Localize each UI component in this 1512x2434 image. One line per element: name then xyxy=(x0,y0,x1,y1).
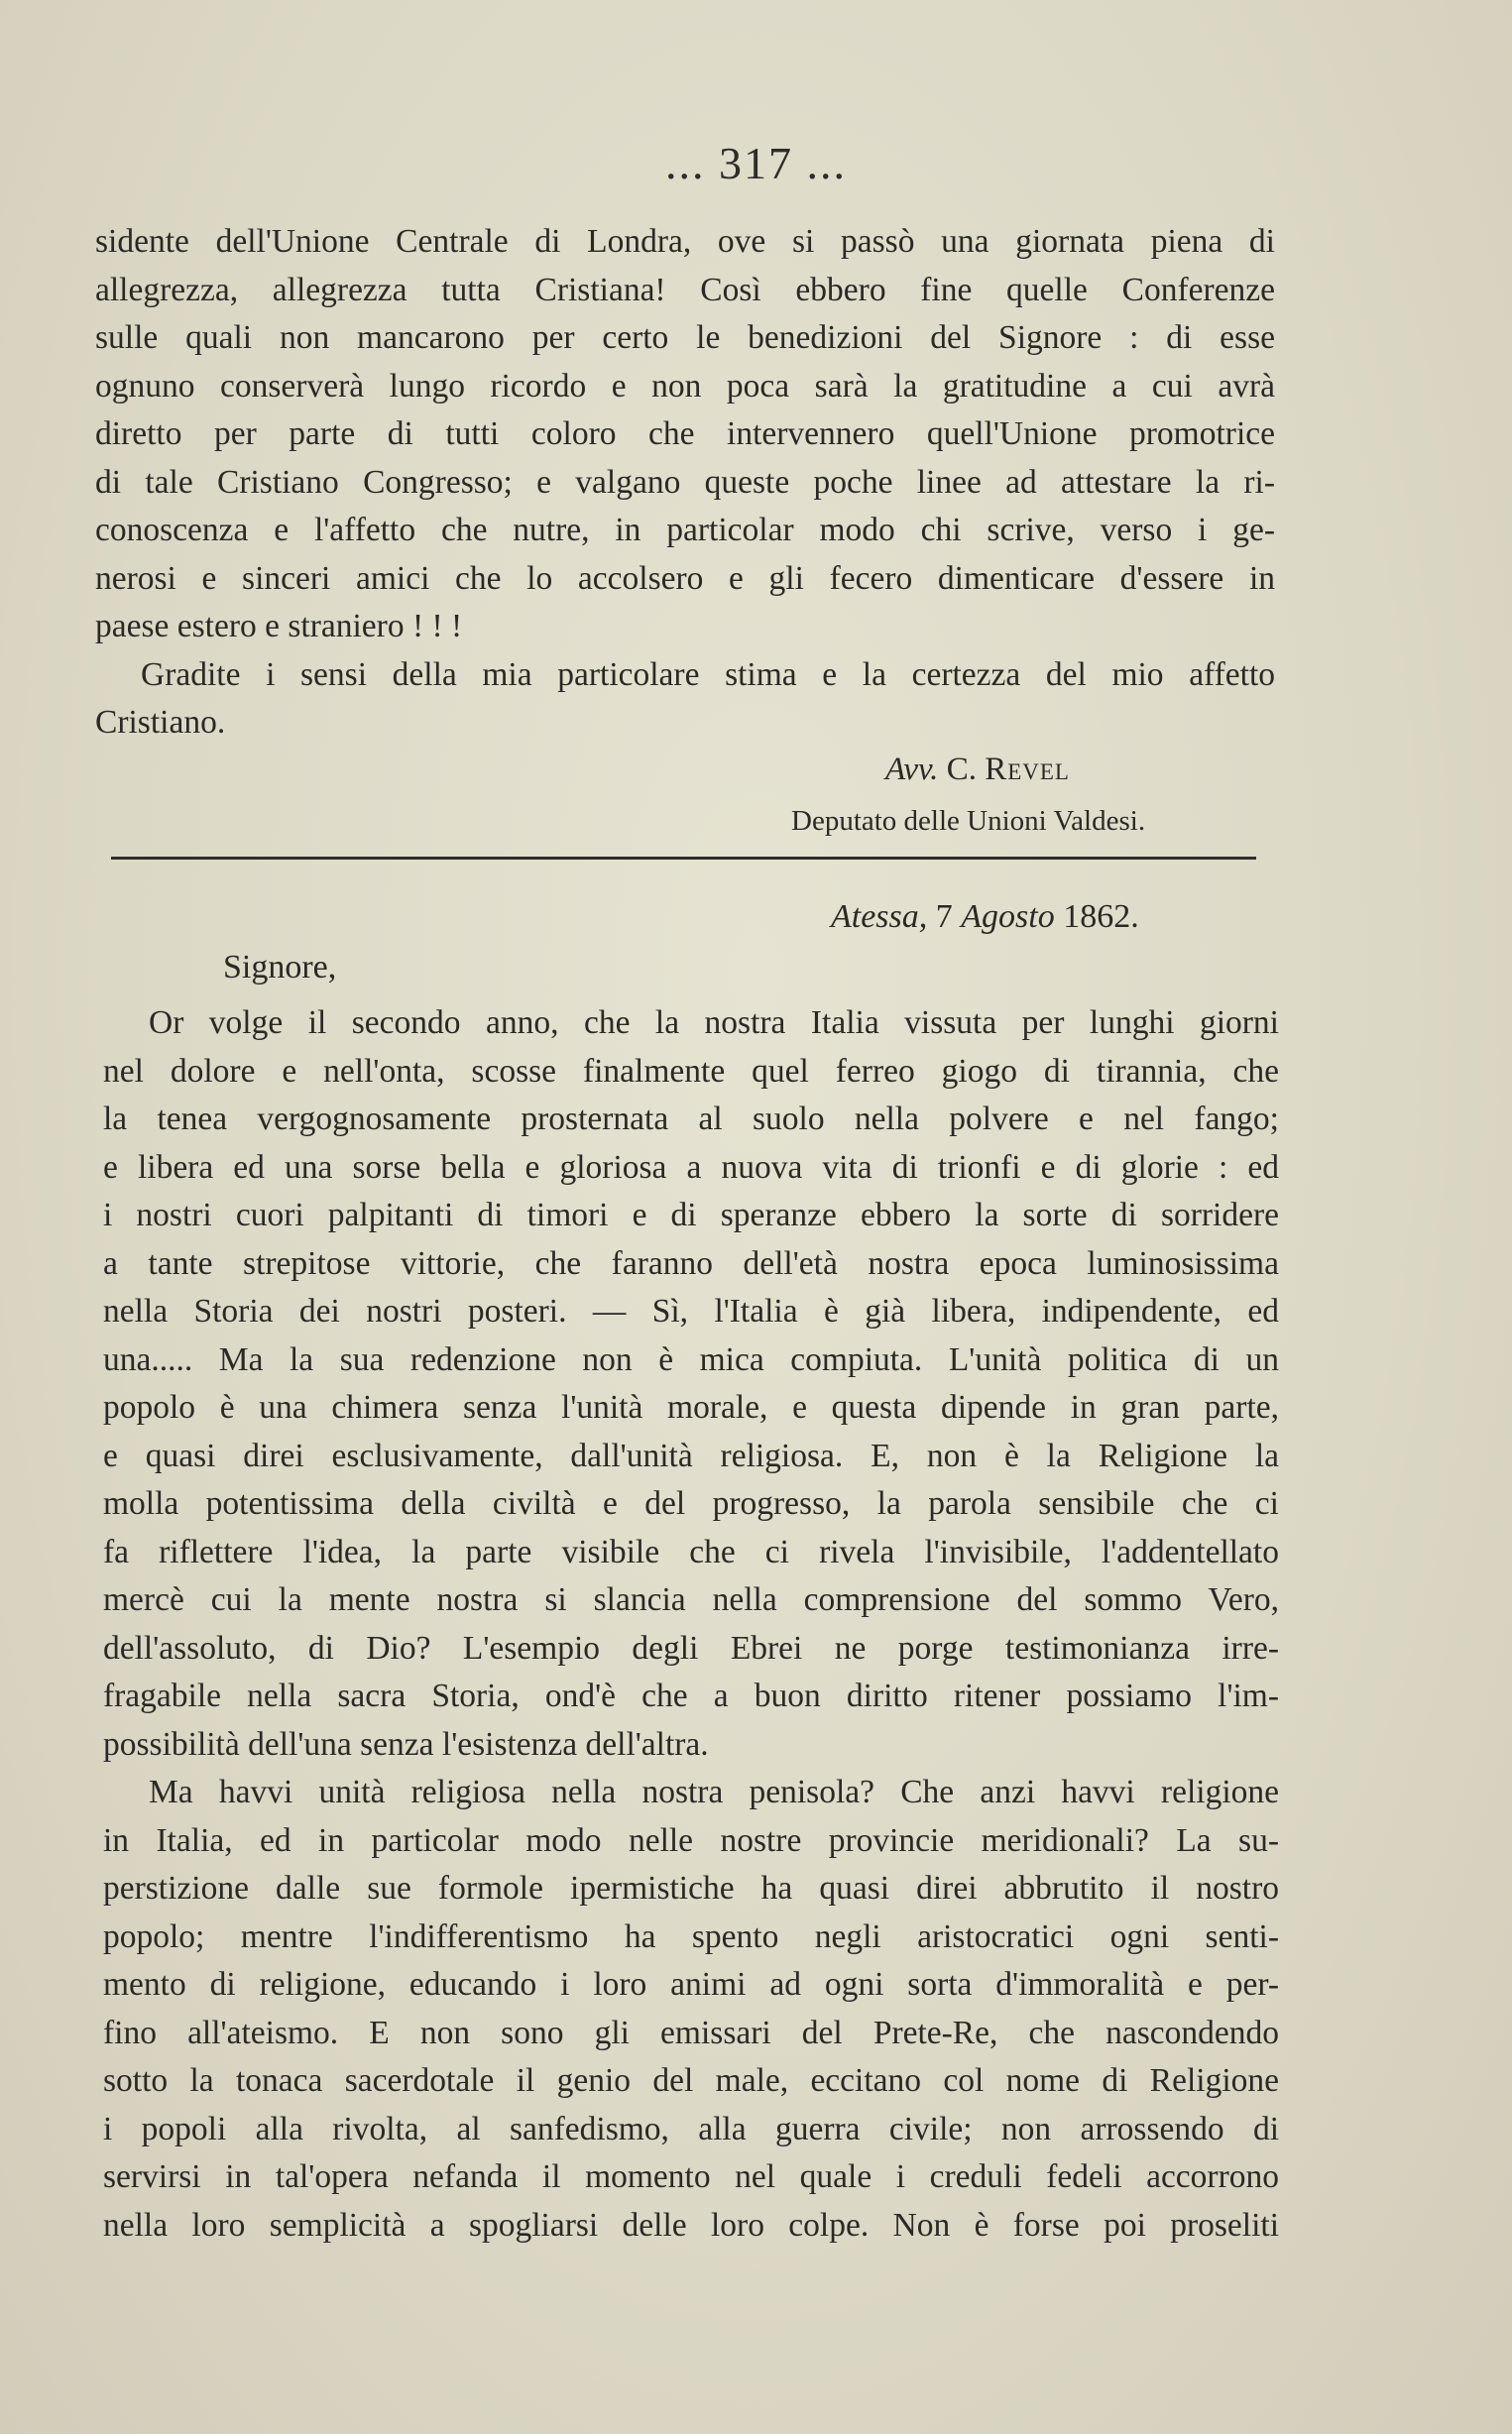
text-line: paese estero e straniero ! ! ! xyxy=(95,608,463,644)
section-divider xyxy=(111,857,1256,860)
signature-title: Avv. xyxy=(885,752,939,787)
text-line: mercè cui la mente nostra si slancia nella comprensione del sommo Vero, xyxy=(103,1581,1279,1618)
text-line: allegrezza, allegrezza tutta Cristiana! Così ebbero fine quelle Conferenze xyxy=(95,271,1275,308)
dateline-year: 1862. xyxy=(1063,898,1139,935)
text-line: sotto la tonaca sacerdotale il genio del male, eccitano col nome di Religione xyxy=(103,2062,1279,2099)
signature-surname: Revel xyxy=(985,752,1070,787)
page-number: ... 317 ... xyxy=(665,138,847,188)
letter-body xyxy=(103,999,1279,2250)
letter-continuation xyxy=(95,218,1275,748)
text-line: nella loro semplicità a spogliarsi delle loro colpe. Non è forse poi proseliti xyxy=(103,2206,1279,2244)
text-line: popolo è una chimera senza l'unità morale, e questa dipende in gran parte, xyxy=(103,1389,1279,1426)
text-line: sidente dell'Unione Centrale di Londra, ove si passò una giornata piena di xyxy=(95,223,1275,260)
dateline-month: Agosto xyxy=(961,898,1055,935)
text-line: nerosi e sinceri amici che lo accolsero e gli fecero dimenticare d'essere in xyxy=(95,559,1275,597)
text-line: nel dolore e nell'onta, scosse finalmente quel ferreo giogo di tirannia, che xyxy=(103,1052,1279,1090)
text-line: e quasi direi esclusivamente, dall'unità religiosa. E, non è la Religione la xyxy=(103,1437,1279,1474)
text-line: ognuno conserverà lungo ricordo e non poca sarà la gratitudine a cui avrà xyxy=(95,367,1275,405)
dateline-place: Atessa, xyxy=(831,898,928,935)
text-line: di tale Cristiano Congresso; e valgano queste poche linee ad attestare la ri- xyxy=(95,463,1275,501)
text-line: i nostri cuori palpitanti di timori e di speranze ebbero la sorte di sorridere xyxy=(103,1197,1279,1233)
signature-role: Deputato delle Unioni Valdesi. xyxy=(791,805,1146,837)
text-line: sulle quali non mancarono per certo le benedizioni del Signore : di esse xyxy=(95,319,1275,356)
text-line: i popoli alla rivolta, al sanfedismo, alla guerra civile; non arrossendo di xyxy=(103,2110,1279,2147)
text-line: dell'assoluto, di Dio? L'esempio degli Ebrei ne porge testimonianza irre- xyxy=(103,1629,1279,1667)
text-line: mento di religione, educando i loro animi ad ogni sorta d'immoralità e per- xyxy=(103,1966,1279,2003)
text-line: molla potentissima della civiltà e del progresso, la parola sensibile che ci xyxy=(103,1485,1279,1522)
text-line: Ma havvi unità religiosa nella nostra penisola? Che anzi havvi religione xyxy=(149,1774,1279,1810)
text-line: fragabile nella sacra Storia, ond'è che a buon diritto ritener possiamo l'im- xyxy=(103,1678,1279,1714)
signature-initial: C. xyxy=(946,752,977,787)
text-line: nella Storia dei nostri posteri. — Sì, l'Italia è già libera, indipendente, ed xyxy=(103,1293,1279,1330)
text-line: possibilità dell'una senza l'esistenza dell'altra. xyxy=(103,1725,709,1763)
text-line: Cristiano. xyxy=(95,704,226,741)
text-line: fa riflettere l'idea, la parte visibile che ci rivela l'invisibile, l'addentellato xyxy=(103,1533,1279,1570)
text-line: servirsi in tal'opera nefanda il momento nel quale i creduli fedeli accorrono xyxy=(103,2158,1279,2195)
text-line: e libera ed una sorse bella e gloriosa a nuova vita di trionfi e di glorie : ed xyxy=(103,1148,1279,1186)
letter-dateline xyxy=(831,895,1139,939)
letter-salutation: Signore, xyxy=(223,949,337,985)
text-line: la tenea vergognosamente prosternata al suolo nella polvere e nel fango; xyxy=(103,1101,1279,1137)
text-line: a tante strepitose vittorie, che faranno dell'età nostra epoca luminosissima xyxy=(103,1244,1279,1282)
signature-name xyxy=(0,748,1512,791)
text-line: una..... Ma la sua redenzione non è mica compiuta. L'unità politica di un xyxy=(103,1340,1279,1378)
dateline-day: 7 xyxy=(935,898,953,935)
text-line: popolo; mentre l'indifferentismo ha spento negli aristocratici ogni senti- xyxy=(103,1917,1279,1955)
text-line: Or volge il secondo anno, che la nostra Italia vissuta per lunghi giorni xyxy=(149,1004,1279,1041)
text-line: perstizione dalle sue formole ipermistiche ha quasi direi abbrutito il nostro xyxy=(103,1870,1279,1907)
text-line: Gradite i sensi della mia particolare stima e la certezza del mio affetto xyxy=(141,655,1275,693)
text-line: diretto per parte di tutti coloro che intervennero quell'Unione promotrice xyxy=(95,415,1275,452)
text-line: fino all'ateismo. E non sono gli emissari del Prete-Re, che nascondendo xyxy=(103,2014,1279,2051)
text-line: in Italia, ed in particolar modo nelle nostre provincie meridionali? La su- xyxy=(103,1821,1279,1859)
text-line: conoscenza e l'affetto che nutre, in particolar modo chi scrive, verso i ge- xyxy=(95,512,1275,548)
